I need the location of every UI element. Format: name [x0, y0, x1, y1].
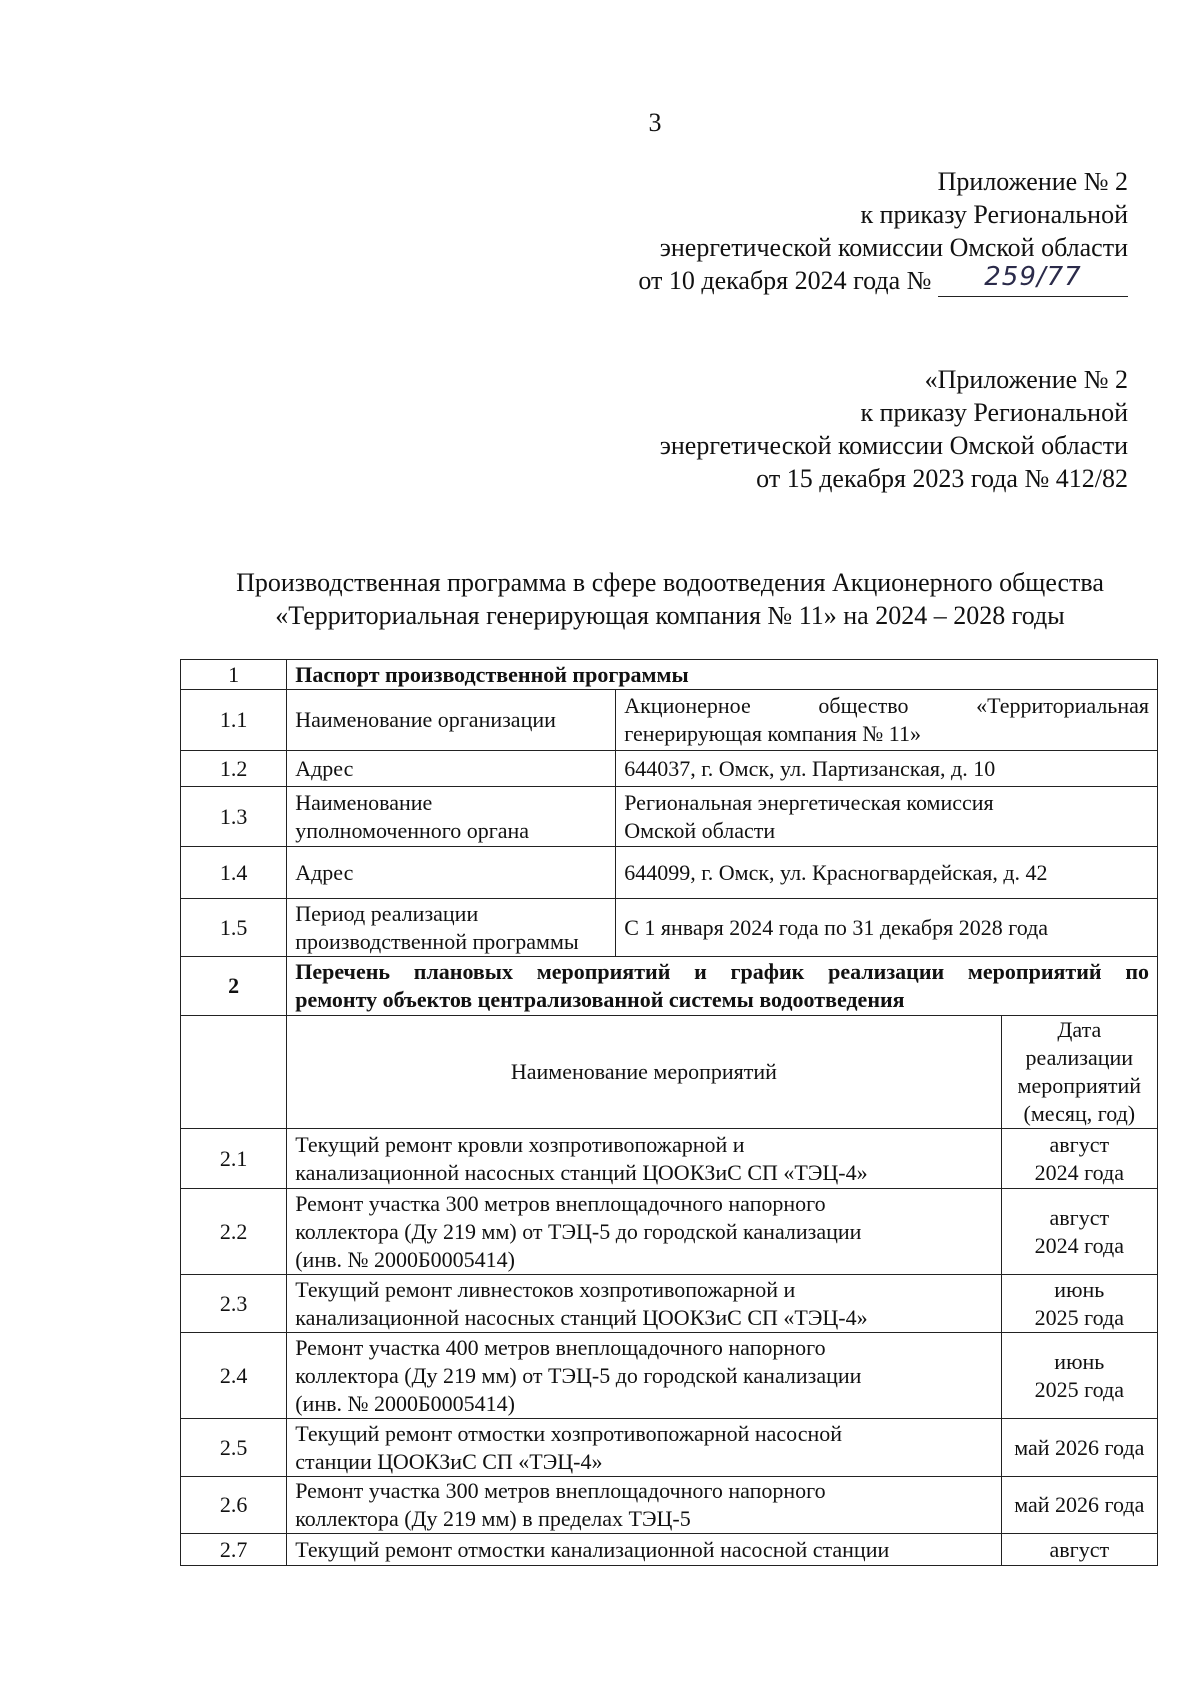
- event-date: [1001, 1333, 1157, 1419]
- event-name-line: канализационной насосных станций ЦООКЗиС СП «ТЭЦ-4»: [295, 1304, 868, 1330]
- row-label: [287, 899, 616, 957]
- row-number: 1.1: [181, 690, 287, 751]
- appendix-current-line: энергетической комиссии Омской области: [659, 233, 1128, 262]
- event-date-line: 2025 года: [1034, 1376, 1124, 1402]
- appendix-current: [638, 165, 1128, 297]
- empty-cell: [181, 1016, 287, 1129]
- section-number: 1: [181, 660, 287, 690]
- row-number: 2.1: [181, 1129, 287, 1189]
- row-value-line: Омской области: [624, 817, 776, 843]
- event-date: май 2026 года: [1001, 1477, 1157, 1534]
- event-date-line: 2025 года: [1034, 1304, 1124, 1330]
- appendix-previous-line: к приказу Региональной: [860, 398, 1128, 427]
- event-date: [1001, 1275, 1157, 1333]
- event-name-line: Текущий ремонт кровли хозпротивопожарной и: [295, 1131, 745, 1157]
- event-name-line: станции ЦООКЗиС СП «ТЭЦ-4»: [295, 1448, 603, 1474]
- event-name: [287, 1419, 1001, 1477]
- col-header-date-line: (месяц, год): [1023, 1101, 1136, 1126]
- row-number: 1.4: [181, 847, 287, 899]
- table-row: [181, 899, 1158, 957]
- row-value: 644099, г. Омск, ул. Красногвардейская, д. 42: [616, 847, 1158, 899]
- table-row: [181, 1333, 1158, 1419]
- row-value: С 1 января 2024 года по 31 декабря 2028 года: [616, 899, 1158, 957]
- row-value: [616, 787, 1158, 847]
- table-row: [181, 787, 1158, 847]
- row-number: 2.2: [181, 1189, 287, 1275]
- table-row: [181, 751, 1158, 787]
- event-name-line: канализационной насосных станций ЦООКЗиС СП «ТЭЦ-4»: [295, 1159, 868, 1185]
- event-date: август: [1001, 1534, 1157, 1566]
- event-name: [287, 1477, 1001, 1534]
- events-header-line: ремонту объектов централизованной системы водоотведения: [295, 987, 905, 1012]
- event-date-line: 2024 года: [1034, 1232, 1124, 1258]
- document-title-line: «Территориальная генерирующая компания № 11» на 2024 – 2028 годы: [275, 601, 1065, 630]
- row-value-line: генерирующая компания № 11»: [624, 721, 921, 746]
- event-name-line: Текущий ремонт ливнестоков хозпротивопожарной и: [295, 1276, 796, 1302]
- row-value-line: Акционерное общество «Территориальная: [624, 693, 1149, 718]
- row-label-line: Период реализации: [295, 900, 479, 926]
- row-number: 1.2: [181, 751, 287, 787]
- appendix-current-date: от 10 декабря 2024 года №: [638, 266, 932, 295]
- event-date-line: 2024 года: [1034, 1159, 1124, 1185]
- table-row: [181, 847, 1158, 899]
- table-row: [181, 690, 1158, 751]
- event-date-line: август: [1049, 1204, 1110, 1230]
- event-date: [1001, 1189, 1157, 1275]
- passport-header-row: [181, 660, 1158, 690]
- row-label-line: производственной программы: [295, 928, 579, 954]
- event-name: Текущий ремонт отмостки канализационной насосной станции: [287, 1534, 1001, 1566]
- row-label: Наименование организации: [287, 690, 616, 751]
- row-label: [287, 787, 616, 847]
- events-header: [287, 957, 1158, 1016]
- event-name-line: (инв. № 2000Б0005414): [295, 1390, 515, 1416]
- event-date-line: июнь: [1054, 1348, 1105, 1374]
- col-header-name: Наименование мероприятий: [287, 1016, 1001, 1129]
- event-name-line: Текущий ремонт отмостки хозпротивопожарной насосной: [295, 1420, 843, 1446]
- row-number: 2.7: [181, 1534, 287, 1566]
- event-name-line: (инв. № 2000Б0005414): [295, 1246, 515, 1272]
- col-header-date-line: реализации: [1025, 1045, 1134, 1070]
- row-label: Адрес: [287, 751, 616, 787]
- handwritten-order-number: 259/77: [984, 262, 1082, 292]
- appendix-current-line: Приложение № 2: [937, 167, 1128, 196]
- event-name-line: коллектора (Ду 219 мм) от ТЭЦ-5 до городской канализации: [295, 1218, 862, 1244]
- table-row: [181, 1189, 1158, 1275]
- event-name: [287, 1333, 1001, 1419]
- appendix-previous-line: энергетической комиссии Омской области: [659, 431, 1128, 460]
- appendix-current-line: к приказу Региональной: [860, 200, 1128, 229]
- appendix-previous-line: от 15 декабря 2023 года № 412/82: [756, 464, 1128, 493]
- appendix-previous-line: «Приложение № 2: [924, 365, 1128, 394]
- event-name: [287, 1189, 1001, 1275]
- appendix-current-date-line: [638, 264, 1128, 297]
- document-title-line: Производственная программа в сфере водоотведения Акционерного общества: [236, 568, 1104, 597]
- col-header-date-line: мероприятий: [1017, 1073, 1142, 1098]
- event-name-line: коллектора (Ду 219 мм) в пределах ТЭЦ-5: [295, 1506, 691, 1531]
- document-title: [140, 566, 1200, 632]
- events-header-line: Перечень плановых мероприятий и график реализации мероприятий по: [295, 959, 1149, 984]
- event-name: [287, 1129, 1001, 1189]
- table-row: [181, 1129, 1158, 1189]
- section-number: 2: [181, 957, 287, 1016]
- event-date: май 2026 года: [1001, 1419, 1157, 1477]
- events-header-row: [181, 957, 1158, 1016]
- row-number: 2.4: [181, 1333, 287, 1419]
- table-row: [181, 1275, 1158, 1333]
- row-label-line: Наименование: [295, 789, 433, 815]
- program-table: [180, 659, 1158, 1566]
- event-date: [1001, 1129, 1157, 1189]
- row-number: 1.5: [181, 899, 287, 957]
- event-name-line: Ремонт участка 300 метров внеплощадочного напорного: [295, 1190, 826, 1216]
- table-row: [181, 1534, 1158, 1566]
- appendix-previous: [660, 363, 1128, 495]
- event-date-line: август: [1049, 1131, 1110, 1157]
- row-value: [616, 690, 1158, 751]
- row-number: 1.3: [181, 787, 287, 847]
- table-row: [181, 1477, 1158, 1534]
- row-label-line: уполномоченного органа: [295, 817, 530, 843]
- event-name: [287, 1275, 1001, 1333]
- col-header-date-line: Дата: [1057, 1017, 1102, 1042]
- row-number: 2.6: [181, 1477, 287, 1534]
- row-label: Адрес: [287, 847, 616, 899]
- events-column-header-row: [181, 1016, 1158, 1129]
- order-number-field: [938, 262, 1128, 297]
- event-name-line: коллектора (Ду 219 мм) от ТЭЦ-5 до городской канализации: [295, 1362, 862, 1388]
- row-value: 644037, г. Омск, ул. Партизанская, д. 10: [616, 751, 1158, 787]
- page-number: 3: [648, 108, 662, 137]
- event-name-line: Ремонт участка 300 метров внеплощадочного напорного: [295, 1478, 826, 1503]
- passport-header: Паспорт производственной программы: [287, 660, 1158, 690]
- row-number: 2.3: [181, 1275, 287, 1333]
- event-name-line: Ремонт участка 400 метров внеплощадочного напорного: [295, 1334, 826, 1360]
- event-date-line: июнь: [1054, 1276, 1105, 1302]
- row-number: 2.5: [181, 1419, 287, 1477]
- col-header-date: [1001, 1016, 1157, 1129]
- table-row: [181, 1419, 1158, 1477]
- row-value-line: Региональная энергетическая комиссия: [624, 789, 994, 815]
